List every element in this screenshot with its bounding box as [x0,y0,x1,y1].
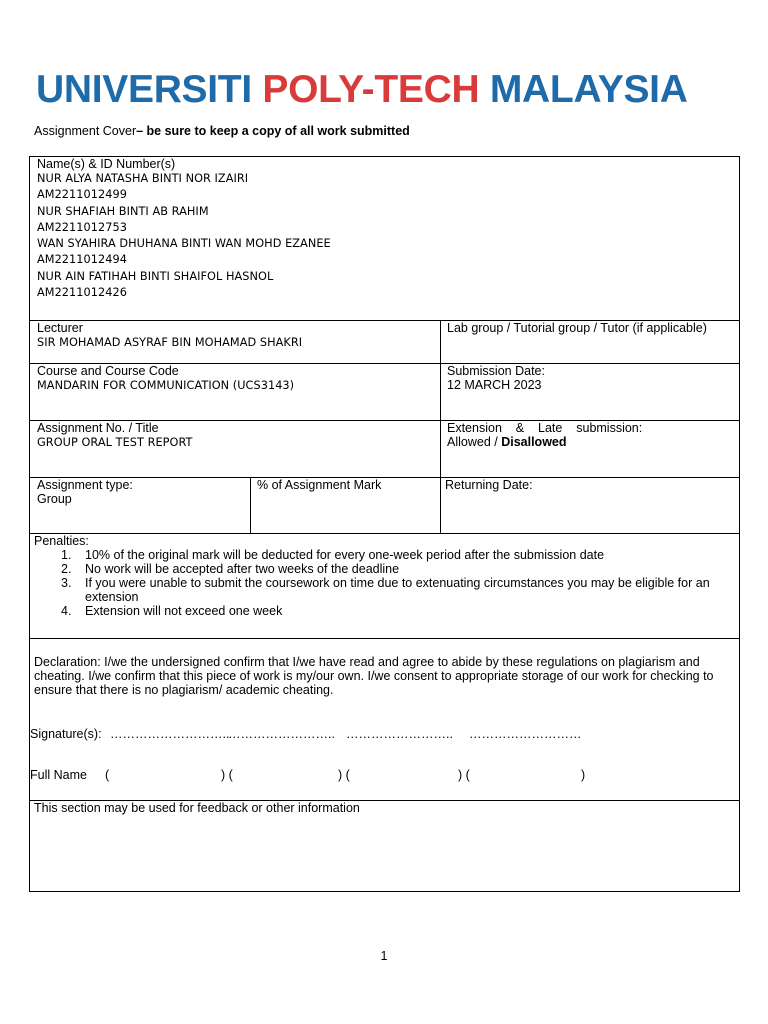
penalty-item [34,576,734,604]
assignment-title-cell [37,421,192,451]
signature-line-3: …………………….. [346,727,453,741]
course-cell [37,364,294,394]
penalty-item [34,548,734,562]
full-name-paren: ) ( [221,768,233,782]
penalty-item [34,604,734,618]
penalties-cell [34,534,734,618]
penalty-number: 2. [61,562,72,576]
column-divider [440,320,441,533]
cover-form-table [29,156,740,892]
page-number: 1 [380,949,388,963]
column-divider [250,477,251,533]
full-name-paren: ( [105,768,110,782]
student-id-2: AM2211012753 [37,220,127,234]
extension-label: Extension & Late submission: [447,421,643,435]
penalty-number: 4. [61,604,72,618]
university-title [36,66,736,114]
returning-date-label: Returning Date: [445,478,533,492]
student-name-1: NUR ALYA NATASHA BINTI NOR IZAIRI [37,172,249,185]
course-value: MANDARIN FOR COMMUNICATION (UCS3143) [37,379,295,392]
lecturer-cell [37,321,302,351]
extension-cell [447,421,665,449]
lab-group-label: Lab group / Tutorial group / Tutor (if applicable) [447,321,707,335]
row-divider [30,477,739,478]
submission-date-label: Submission Date: [447,364,545,378]
full-name-row [30,768,730,784]
assignment-title-label: Assignment No. / Title [37,421,159,435]
penalty-text: 10% of the original mark will be deducted for every one-week period after the submission date [85,548,605,562]
penalty-text: No work will be accepted after two weeks of the deadline [85,562,400,576]
extension-allowed: Allowed / [447,435,502,449]
signature-line-2: …………………….. [228,727,335,741]
cover-label: Assignment Cover [34,124,137,138]
returning-date-cell [445,478,533,492]
course-label: Course and Course Code [37,364,179,378]
penalties-label: Penalties: [34,534,89,548]
full-name-paren: ) ( [338,768,350,782]
penalties-list [34,548,734,618]
assignment-type-cell [37,478,133,506]
title-universiti: UNIVERSITI [36,68,252,111]
penalty-text: If you were unable to submit the coursework on time due to extenuating circumstances you may be eligible for an extension [85,576,710,604]
full-name-paren: ) [581,768,586,782]
student-id-3: AM2211012494 [37,253,127,267]
penalty-item [34,562,734,576]
title-malaysia: MALAYSIA [489,68,688,111]
assignment-type-label: Assignment type: [37,478,133,492]
student-id-1: AM2211012499 [37,188,127,202]
extension-status [447,435,665,449]
signature-row [30,727,730,743]
penalty-number: 3. [61,576,72,590]
student-name-2: NUR SHAFIAH BINTI AB RAHIM [37,204,209,218]
assignment-type-value: Group [37,492,72,506]
assignment-mark-label: % of Assignment Mark [257,478,382,492]
signature-line-1: ……………………….. [110,727,230,741]
student-id-4: AM2211012426 [37,286,127,300]
full-name-label: Full Name [30,768,87,782]
names-cell [37,157,331,301]
signature-label: Signature(s): [30,727,102,741]
declaration-text: Declaration: I/we the undersigned confirm that I/we have read and agree to abide by these regulations on plagiarism and cheating. I/we confirm that this piece of work is my/our own. I/we consent to appropriate storage of our work for checking to ensure that there is no plagiarism/ academic cheating. [34,655,714,697]
penalty-text: Extension will not exceed one week [85,604,283,618]
lecturer-label: Lecturer [37,321,83,335]
names-label: Name(s) & ID Number(s) [37,157,176,171]
lecturer-value: SIR MOHAMAD ASYRAF BIN MOHAMAD SHAKRI [37,336,303,349]
assignment-title-value: GROUP ORAL TEST REPORT [37,436,193,449]
submission-date-value: 12 MARCH 2023 [447,378,542,392]
student-name-3: WAN SYAHIRA DHUHANA BINTI WAN MOHD EZANEE [37,237,331,251]
extension-disallowed: Disallowed [501,435,567,449]
full-name-paren: ) ( [458,768,470,782]
assignment-cover-heading [34,124,410,138]
title-poly-tech: POLY-TECH [262,68,480,111]
cover-note: – be sure to keep a copy of all work submitted [136,124,410,138]
row-divider [30,638,739,639]
signature-line-4: ……………………… [469,727,582,741]
submission-date-cell [447,364,545,392]
feedback-text: This section may be used for feedback or other information [34,801,360,815]
lab-group-cell [447,321,707,335]
assignment-mark-cell [257,478,381,492]
student-name-4: NUR AIN FATIHAH BINTI SHAIFOL HASNOL [37,269,274,283]
penalty-number: 1. [61,548,72,562]
feedback-cell [34,801,360,815]
